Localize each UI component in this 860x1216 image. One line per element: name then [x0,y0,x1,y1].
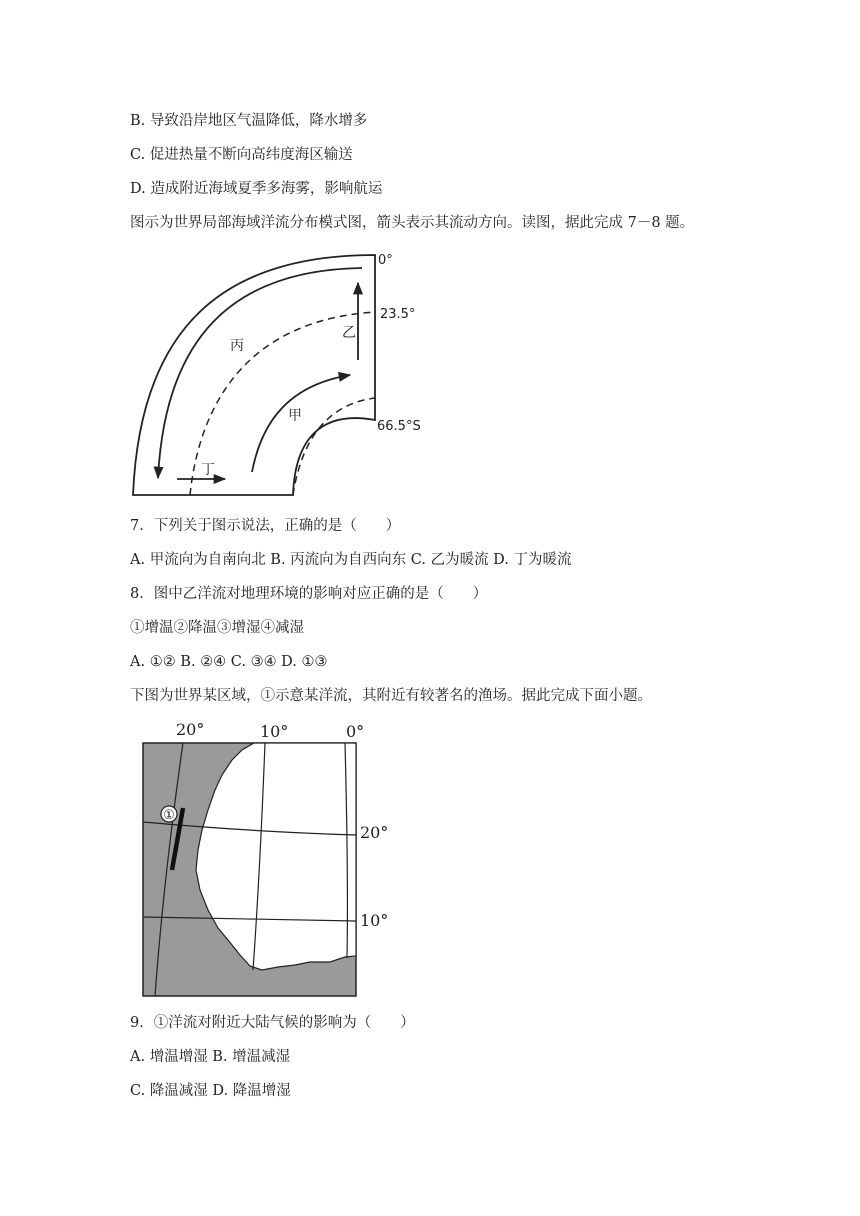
dashed-line-66-5 [293,398,375,495]
label-bing: 丙 [230,338,244,354]
question-8-items: ①增温②降温③增湿④减湿 [130,620,304,636]
label-lat-10: 10° [360,911,389,930]
question-8-options: A. ①② B. ②④ C. ③④ D. ①③ [130,654,328,670]
question-7: 7．下列关于图示说法，正确的是（ ） [130,518,401,534]
option-c-line: C. 促进热量不断向高纬度海区输送 [130,147,353,163]
figure1-intro: 图示为世界局部海域洋流分布模式图，箭头表示其流动方向。读图，据此完成 7－8 题。 [130,215,695,231]
label-lat-0: 0° [378,253,393,268]
label-lat-23-5: 23.5° [380,307,416,322]
regional-map [135,715,400,1005]
question-8: 8．图中乙洋流对地理环境的影响对应正确的是（ ） [130,586,488,602]
label-lon-10: 10° [260,722,289,741]
label-lat-20: 20° [360,823,389,842]
current-bing-arrow [158,268,362,478]
label-lon-20: 20° [176,720,205,739]
option-d-line: D. 造成附近海域夏季多海雾，影响航运 [130,181,383,197]
question-9: 9．①洋流对附近大陆气候的影响为（ ） [130,1015,415,1031]
label-ding: 丁 [201,462,215,478]
question-9-options-ab: A. 增温增湿 B. 增温减湿 [130,1049,291,1065]
label-lon-0: 0° [346,722,365,741]
question-9-options-cd: C. 降温减湿 D. 降温增湿 [130,1083,291,1099]
question-7-options: A. 甲流向为自南向北 B. 丙流向为自西向东 C. 乙为暖流 D. 丁为暖流 [130,552,572,568]
current-1-marker: ① [163,808,175,823]
ocean-current-diagram [120,245,440,505]
label-lat-66-5: 66.5°S [377,419,421,434]
label-yi: 乙 [342,325,356,341]
label-jia: 甲 [288,408,302,424]
figure2-intro: 下图为世界某区域，①示意某洋流，其附近有较著名的渔场。据此完成下面小题。 [130,688,652,704]
option-b-line: B. 导致沿岸地区气温降低，降水增多 [130,113,368,129]
